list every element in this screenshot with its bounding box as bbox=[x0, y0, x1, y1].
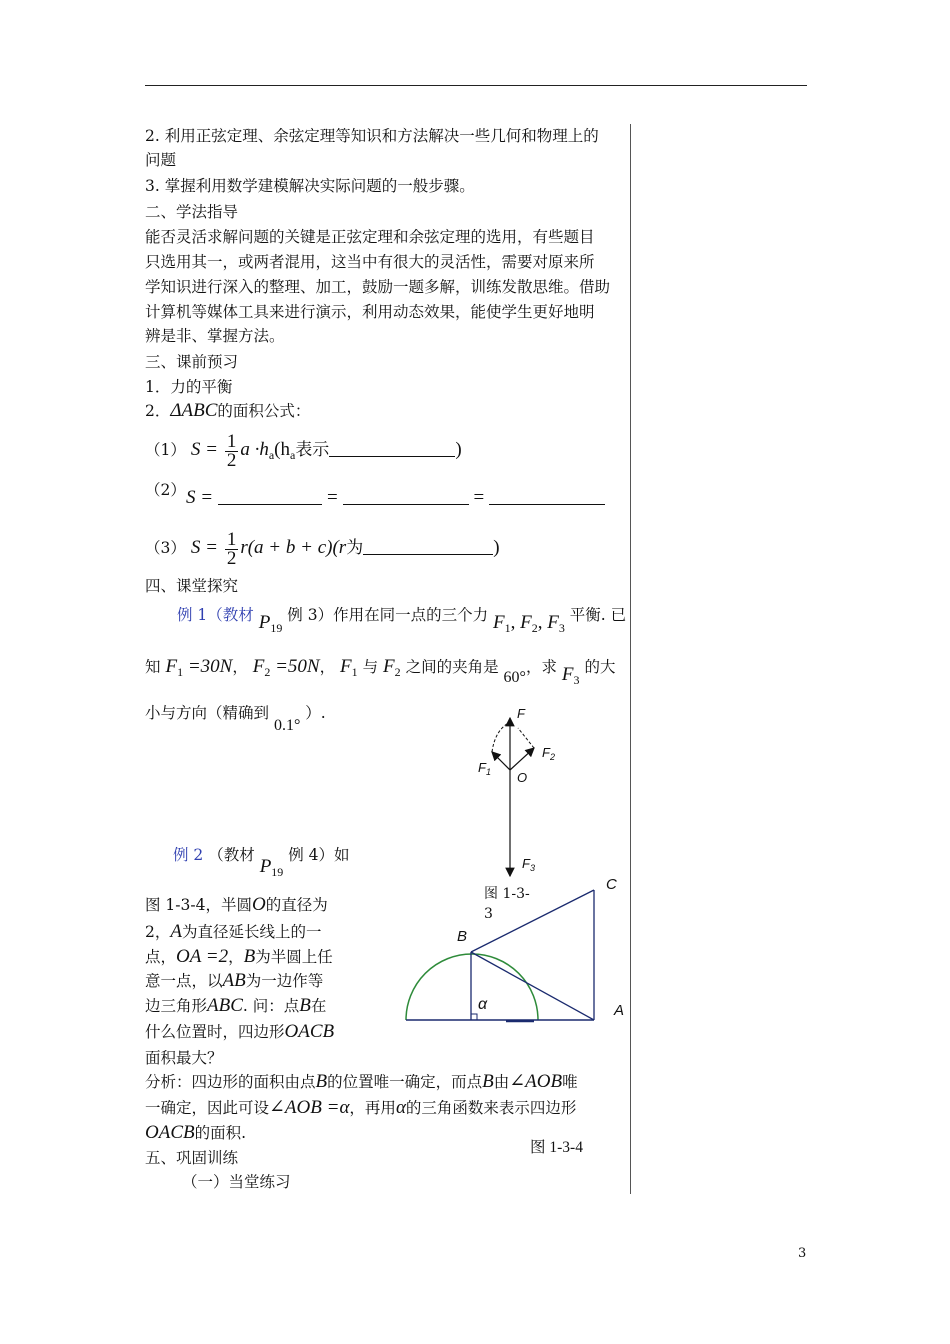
formula-text: 为 bbox=[346, 538, 364, 558]
text: 的大 bbox=[584, 658, 616, 676]
alpha-symbol: α bbox=[395, 1097, 406, 1118]
equals-sign-2: = bbox=[473, 487, 485, 508]
force-sub-1: 1 bbox=[504, 621, 511, 635]
half-fraction bbox=[225, 430, 239, 471]
area-formula-2 bbox=[186, 486, 605, 510]
point-b: B bbox=[482, 1071, 494, 1092]
example-2-line-5 bbox=[145, 969, 323, 993]
item-number: 2． bbox=[145, 402, 171, 420]
point-o: O bbox=[252, 894, 266, 915]
force-sub-1: 1 bbox=[177, 665, 184, 679]
page-ref: P bbox=[259, 856, 272, 877]
angle-value: 60 bbox=[503, 669, 520, 686]
formula-number: （3） bbox=[145, 539, 186, 557]
formula-subscript-2: a bbox=[289, 448, 296, 462]
text: 小与方向（精确到 bbox=[145, 704, 270, 722]
text: 什么位置时，四边形 bbox=[145, 1023, 285, 1041]
segment-ab: AB bbox=[222, 970, 246, 991]
force-symbol: F bbox=[561, 664, 574, 685]
figure-1-3-4-caption: 图 1-3-4 bbox=[530, 1139, 583, 1156]
text: ）. bbox=[305, 704, 326, 722]
point-b: B bbox=[243, 946, 256, 967]
example-1-line-3: 小与方向（精确到 0.1° ）. bbox=[145, 704, 326, 734]
angle-aob: ∠AOB bbox=[509, 1071, 563, 1092]
force-symbol: F bbox=[493, 612, 505, 633]
numerator: 1 bbox=[226, 528, 237, 550]
denominator: 2 bbox=[226, 547, 237, 569]
formula-term: r(a + b + c)(r bbox=[240, 537, 347, 558]
label-f3-sub: 3 bbox=[529, 863, 535, 873]
force-sub-1: 1 bbox=[351, 665, 358, 679]
guide-line-2: 只选用其一，或两者混用，这当中有很大的灵活性，需要对原来所 bbox=[145, 253, 595, 271]
label-f1 bbox=[478, 760, 491, 777]
force-sub-3: 3 bbox=[573, 673, 580, 687]
text: 边三角形 bbox=[145, 997, 208, 1015]
force-sub-3: 3 bbox=[558, 621, 565, 635]
analysis-line-3 bbox=[145, 1121, 246, 1145]
force-f2-arrow bbox=[510, 748, 534, 770]
text: ，求 bbox=[525, 658, 557, 676]
item-text: 的面积公式： bbox=[217, 402, 311, 420]
label-f2-sub: 2 bbox=[549, 752, 555, 762]
text: 2， bbox=[145, 923, 171, 941]
example-1-text: 例 3）作用在同一点的三个力 bbox=[287, 606, 489, 624]
force-symbol: F bbox=[520, 612, 532, 633]
force-1-value: =30N bbox=[187, 656, 233, 677]
preview-item-1: 1．力的平衡 bbox=[145, 378, 233, 396]
half-fraction bbox=[225, 528, 239, 569]
text: （教材 bbox=[208, 846, 255, 864]
formula-lhs: S = bbox=[190, 439, 218, 460]
page-ref: P bbox=[258, 612, 271, 633]
segment-bc bbox=[471, 890, 594, 952]
formula-number: （1） bbox=[145, 441, 186, 459]
force-symbol: F bbox=[252, 656, 265, 677]
caption-line-2: 3 bbox=[484, 906, 493, 922]
guide-line-3: 学知识进行深入的整理、加工，鼓励一题多解，训练发散思维。借助 bbox=[145, 278, 611, 296]
example-1-label: 例 1（教材 bbox=[177, 606, 254, 624]
force-sub-2: 2 bbox=[394, 665, 401, 679]
header-rule bbox=[145, 85, 807, 86]
label-f1-letter: F bbox=[478, 760, 486, 775]
text: 由 bbox=[493, 1073, 510, 1091]
example-1-text-end: 平衡. 已 bbox=[569, 606, 627, 624]
fill-blank-1[interactable] bbox=[218, 488, 322, 505]
numerator: 1 bbox=[226, 430, 237, 452]
force-f1-arrow bbox=[492, 752, 510, 770]
preview-item-2 bbox=[145, 399, 310, 423]
text: 意一点，以 bbox=[145, 972, 223, 990]
text: ， bbox=[228, 948, 244, 966]
column-border bbox=[630, 124, 631, 1194]
guide-line-5: 辨是非、掌握方法。 bbox=[145, 327, 285, 345]
area-formula-1 bbox=[145, 428, 462, 472]
formula-lhs: S = bbox=[186, 487, 214, 508]
text: 的三角函数来表示四边形 bbox=[405, 1099, 577, 1117]
text: 图 1-3-4，半圆 bbox=[145, 896, 252, 914]
fill-blank-3[interactable] bbox=[489, 488, 605, 505]
force-sub-2: 2 bbox=[264, 665, 271, 679]
section-5-heading: 五、巩固训练 bbox=[145, 1149, 239, 1167]
formula-close: ) bbox=[493, 537, 500, 558]
example-2-line-2 bbox=[145, 893, 328, 917]
analysis-line-1 bbox=[145, 1070, 578, 1094]
semicircle bbox=[406, 954, 538, 1020]
quad-oacb: OACB bbox=[145, 1122, 195, 1143]
analysis-line-2 bbox=[145, 1096, 576, 1120]
page-ref-subscript: 19 bbox=[270, 621, 283, 635]
text: 为半圆上任 bbox=[255, 948, 333, 966]
text: 例 4）如 bbox=[288, 846, 350, 864]
point-b: B bbox=[315, 1071, 328, 1092]
example-1-line-2: 知 $F_1 =30N$， $F_2 =50N$， $F_1$ 与 $F_2$ 之间的夹角是 60°，求 $F_3$ 的大 bbox=[145, 656, 616, 687]
equals-sign-1: = bbox=[326, 487, 338, 508]
precision-value: 0.1 bbox=[273, 717, 294, 734]
objective-2: 2. 利用正弦定理、余弦定理等知识和方法解决一些几何和物理上的 bbox=[145, 127, 599, 145]
objective-3: 3. 掌握利用数学建模解决实际问题的一般步骤。 bbox=[145, 177, 475, 195]
fill-blank[interactable] bbox=[363, 538, 493, 555]
label-f2 bbox=[542, 745, 555, 762]
text: 之间的夹角是 bbox=[405, 658, 499, 676]
force-symbol: F bbox=[340, 656, 352, 677]
text: 的位置唯一确定，而点 bbox=[327, 1073, 483, 1091]
guide-line-1: 能否灵活求解问题的关键是正弦定理和余弦定理的选用，有些题目 bbox=[145, 228, 595, 246]
segment-ba bbox=[471, 952, 594, 1020]
text: 分析：四边形的面积由点 bbox=[145, 1073, 316, 1091]
label-f: F bbox=[517, 706, 525, 721]
text: . 问：点 bbox=[242, 997, 300, 1015]
label-o: O bbox=[517, 770, 528, 785]
formula-lhs: S = bbox=[190, 537, 218, 558]
example-2-line-1 bbox=[173, 842, 350, 882]
label-b: B bbox=[457, 928, 468, 945]
formula-term: a ·h bbox=[240, 439, 269, 460]
formula-paren: (h bbox=[274, 439, 290, 460]
section-2-heading: 二、学法指导 bbox=[145, 203, 239, 221]
text: 唯 bbox=[562, 1073, 578, 1091]
force-symbol: F bbox=[383, 656, 395, 677]
text: 为直径延长线上的一 bbox=[181, 923, 322, 941]
fill-blank[interactable] bbox=[329, 440, 455, 457]
area-formula-2-number: （2） bbox=[145, 481, 186, 499]
text: 的面积. bbox=[194, 1124, 247, 1142]
triangle-abc: ABC bbox=[207, 995, 243, 1016]
force-sub-2: 2 bbox=[531, 621, 538, 635]
text: 的直径为 bbox=[265, 896, 328, 914]
text: 为一边作等 bbox=[245, 972, 324, 990]
section-3-heading: 三、课前预习 bbox=[145, 353, 239, 371]
triangle-abc-symbol: ΔABC bbox=[170, 400, 218, 421]
label-f2-letter: F bbox=[542, 745, 550, 760]
force-2-value: =50N bbox=[275, 656, 320, 677]
text: 一确定，因此可设 bbox=[145, 1099, 270, 1117]
force-symbol: F bbox=[547, 612, 559, 633]
label-a: A bbox=[614, 1002, 625, 1019]
guide-line-4: 计算机等媒体工具来进行演示，利用动态效果，能使学生更好地明 bbox=[145, 303, 595, 321]
page-number: 3 bbox=[798, 1246, 807, 1261]
label-f3-letter: F bbox=[522, 856, 530, 871]
label-f1-sub: 1 bbox=[485, 767, 491, 777]
text: 与 bbox=[362, 658, 379, 676]
section-5-subheading: （一）当堂练习 bbox=[182, 1173, 291, 1191]
example-2-label: 例 2 bbox=[173, 846, 204, 864]
area-formula-3 bbox=[145, 526, 500, 570]
caption-line-1: 图 1-3- bbox=[484, 886, 530, 902]
label-c: C bbox=[606, 876, 617, 893]
text: ，再用 bbox=[349, 1099, 396, 1117]
fill-blank-2[interactable] bbox=[343, 488, 469, 505]
formula-text: 表示 bbox=[295, 440, 330, 460]
example-2-line-3 bbox=[145, 920, 322, 944]
angle-def: ∠AOB =α bbox=[269, 1097, 350, 1118]
page-ref-subscript: 19 bbox=[271, 865, 284, 879]
objective-2-cont: 问题 bbox=[145, 151, 177, 169]
example-2-line-6 bbox=[145, 994, 326, 1018]
oa-length: OA =2 bbox=[176, 946, 229, 967]
text: 点， bbox=[145, 948, 177, 966]
example-2-line-8: 面积最大？ bbox=[145, 1049, 223, 1067]
example-2-line-4 bbox=[145, 945, 333, 969]
right-angle-mark bbox=[471, 1014, 477, 1020]
formula-close: ) bbox=[455, 439, 462, 460]
denominator: 2 bbox=[226, 449, 237, 471]
section-4-heading: 四、课堂探究 bbox=[145, 577, 239, 595]
example-1-line-1: 例 1（教材 $P_{19}$ 例 3）作用在同一点的三个力 $F_1$, $F_2$, $F_3$ 平衡. 已 bbox=[177, 606, 627, 635]
label-alpha: α bbox=[478, 996, 488, 1013]
parallelogram-dashed bbox=[492, 722, 534, 752]
text: 在 bbox=[310, 997, 327, 1015]
point-b: B bbox=[299, 995, 311, 1016]
formula-subscript: a bbox=[268, 448, 275, 462]
figure-1-3-4 bbox=[398, 880, 628, 1030]
text: 知 bbox=[145, 658, 161, 676]
quad-oacb: OACB bbox=[284, 1021, 335, 1042]
label-f3 bbox=[522, 856, 535, 873]
force-symbol: F bbox=[165, 656, 178, 677]
point-a: A bbox=[170, 921, 182, 942]
example-2-line-7 bbox=[145, 1020, 334, 1044]
